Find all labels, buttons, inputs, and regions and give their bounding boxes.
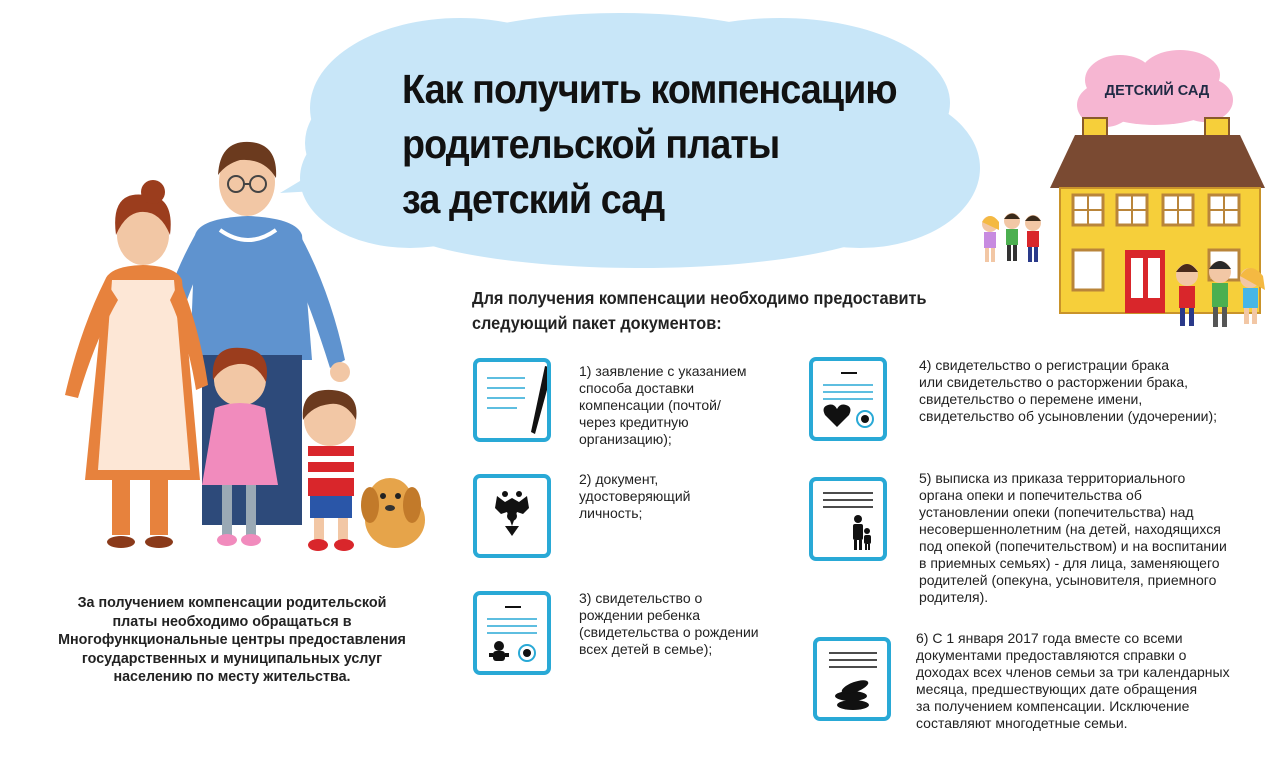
document-card-5 xyxy=(809,477,887,561)
document-card-1 xyxy=(473,358,551,442)
doc-line: под опекой (попечительством) и на воспитании xyxy=(919,538,1227,554)
doc-line: рождении ребенка xyxy=(579,607,701,623)
doc-line: родителя). xyxy=(919,589,989,605)
mother-figure xyxy=(65,180,208,548)
title-line: Как получить компенсацию xyxy=(402,66,897,112)
children-illustration xyxy=(975,210,1050,270)
doc-line: 5) выписка из приказа территориального xyxy=(919,470,1186,486)
doc-line: личность; xyxy=(579,505,643,521)
doc-line: органа опеки и попечительства об xyxy=(919,487,1142,503)
title-line: за детский сад xyxy=(402,176,665,222)
doc-line: установлении опеки (попечительства) над xyxy=(919,504,1194,520)
document-text-4 xyxy=(919,357,1269,425)
boy-figure xyxy=(303,390,357,551)
income-coins-icon xyxy=(817,641,887,717)
note-line: платы необходимо обращаться в xyxy=(112,613,352,630)
documents-subheading xyxy=(472,286,956,336)
doc-line: за получением компенсации. Исключение xyxy=(916,698,1190,714)
doc-line: (свидетельства о рождении xyxy=(579,624,759,640)
note-line: государственных и муниципальных услуг xyxy=(81,650,383,667)
dog-figure xyxy=(361,478,425,548)
note-line: населению по месту жительства. xyxy=(113,669,351,685)
document-card-4 xyxy=(809,357,887,441)
doc-line: доходах всех членов семьи за три календарных xyxy=(916,664,1230,680)
doc-line: составляют многодетные семьи. xyxy=(916,715,1128,731)
doc-line: удостоверяющий xyxy=(579,488,691,504)
doc-line: 4) свидетельство о регистрации брака xyxy=(919,357,1170,373)
document-card-6 xyxy=(813,637,891,721)
document-card-3 xyxy=(473,591,551,675)
doc-line: 6) С 1 января 2017 года вместе со всеми xyxy=(916,630,1183,646)
document-text-1 xyxy=(579,363,779,448)
guardianship-document-icon xyxy=(813,481,883,557)
doc-line: документами предоставляются справки о xyxy=(916,647,1187,663)
doc-line: свидетельство о перемене имени, xyxy=(919,391,1143,407)
document-text-5 xyxy=(919,470,1279,606)
title-line: родительской платы xyxy=(402,121,780,167)
doc-line: несовершеннолетним (на детей, находящихся xyxy=(919,521,1221,537)
birth-certificate-icon xyxy=(477,595,547,671)
family-illustration xyxy=(50,140,430,560)
document-card-2 xyxy=(473,474,551,558)
doc-line: в приемных семьях) - для лица, заменяющего xyxy=(919,555,1220,571)
page-title xyxy=(402,62,917,227)
subhead-line: Для получения компенсации необходимо предоставить xyxy=(472,288,927,308)
marriage-certificate-icon xyxy=(813,361,883,437)
note-line: За получением компенсации родительской xyxy=(77,595,387,611)
pen-document-icon xyxy=(477,362,547,438)
doc-line: 2) документ, xyxy=(579,471,659,487)
subhead-line: следующий пакет документов: xyxy=(472,313,722,333)
doc-line: способа доставки xyxy=(579,380,695,396)
document-text-2 xyxy=(579,471,779,522)
coat-of-arms-icon xyxy=(477,478,547,554)
doc-line: месяца, предшествующих дате обращения xyxy=(916,681,1198,697)
note-line: Многофункциональные центры предоставления xyxy=(58,632,406,648)
doc-line: 1) заявление с указанием xyxy=(579,363,747,379)
document-text-6 xyxy=(916,630,1276,732)
doc-line: компенсации (почтой/ xyxy=(579,397,721,413)
doc-line: всех детей в семье); xyxy=(579,641,713,657)
doc-line: 3) свидетельство о xyxy=(579,590,703,606)
doc-line: свидетельство об усыновлении (удочерении); xyxy=(919,408,1218,424)
kindergarten-sign: ДЕТСКИЙ САД xyxy=(1104,83,1210,99)
mfc-note xyxy=(22,594,442,687)
doc-line: родителей (опекуна, усыновителя, приемного xyxy=(919,572,1217,588)
doc-line: через кредитную xyxy=(579,414,689,430)
doc-line: организацию); xyxy=(579,431,672,447)
doc-line: или свидетельство о расторжении брака, xyxy=(919,374,1189,390)
document-text-3 xyxy=(579,590,799,658)
